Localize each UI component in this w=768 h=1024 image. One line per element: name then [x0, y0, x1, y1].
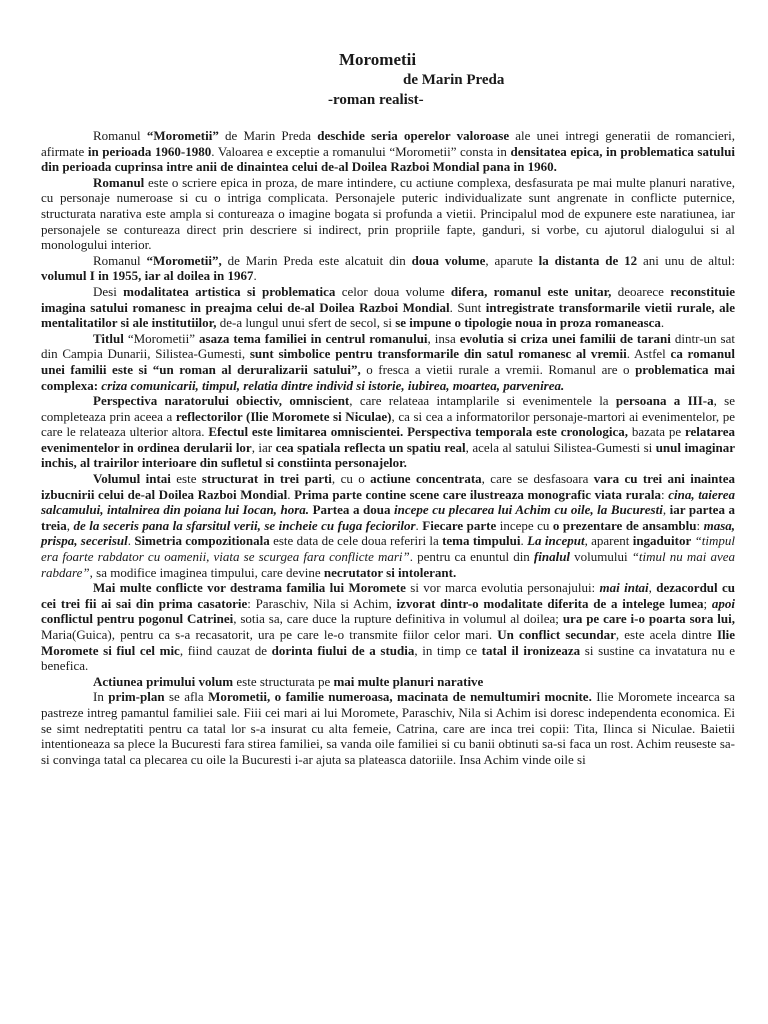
paragraph-foreground: In prim-plan se afla Morometii, o familie numeroasa, macinata de nemultumiri mocnite. Ilie Moromete incearca sa pastreze intreg pamantul familiei sale. Fiii cei mari ai lui Moromete, Paraschiv, Nila si Achim isi doresc independenta economica. Ei se simt nedreptatiti pentru ca tatal lor s-a insurat cu alta femeie, Catrina, care are inca trei copii: Tita, Ilinca si Niculae. Baietii intentioneaza sa plece la Bucuresti fara stirea familiei, sa vanda oile familiei si cu banii obtinuti sa-si faca un rost. Achim reuseste sa-si convinga tatal ca plecarea cu oile la Bucuresti i-ar ajuta sa plateasca datoriile. Insa Achim vinde oile si [41, 689, 735, 767]
document-body [41, 128, 735, 767]
paragraph-action-heading: Actiunea primului volum este structurata pe mai multe planuri narative [93, 673, 484, 689]
paragraph-perspective: Perspectiva naratorului obiectiv, omniscient, care relateaa intamplarile si evenimentele la persoana a III-a, se completeaza prin aceea a reflectorilor (Ilie Moromete si Niculae), ca si cea a informatorilor personaje-martori ai evenimentelor, pe care le relateaza ulterior altora. Efectul este limitarea omniscientei. Perspectiva temporala este cronologica, bazata pe relatarea evenimentelor in ordinea derularii lor, iar cea spatiala reflecta un spatiu real, acela al satului Silistea-Gumesti si unul imaginar inchis, al trairilor interioare din sufletul si constiinta personajelor. [41, 393, 735, 471]
document-author: de Marin Preda [403, 72, 505, 88]
paragraph-definition: Romanul este o scriere epica in proza, de mare intindere, cu actiune complexa, desfasurata pe mai multe planuri narative, cu personaje numeroase si cu o intriga complicata. Personajele puteric individualizate sunt angrenate in conflicte puternice, structurata narativa este ampla si contureaza o imagine bogata si profunda a vietii. Principalul mod de expunere este naratiunea, iar personajele se contureaza direct prin descriere si indirect, prin propriile fapte, ganduri, si vorbe, cu ajutorul dialogului si al monologului interior. [41, 174, 735, 253]
paragraph-unity: Desi modalitatea artistica si problematica celor doua volume difera, romanul este unitar, deoarece reconstituie imagina satului romanesc in preajma celui de-al Doilea Razboi Mondial. Sunt intregistrate transformarile vietii rurale, ale mentalitatilor si ale institutiilor, de-a lungul unui sfert de secol, si se impune o tipologie noua in proza romaneasca. [41, 283, 735, 331]
document-genre: -roman realist- [328, 92, 424, 108]
paragraph-volume-one: Volumul intai este structurat in trei parti, cu o actiune concentrata, care se desfasoara vara cu trei ani inaintea izbucnirii celui de-al Doilea Razboi Mondial. Prima parte contine scene care ilustreaza monografic viata rurala: cina, taierea salcamului, intalnirea din poiana lui Iocan, hora. Partea a doua incepe cu plecarea lui Achim cu oile, la Bucuresti, iar partea a treia, de la seceris pana la sfarsitul verii, se incheie cu fuga feciorilor. Fiecare parte incepe cu o prezentare de ansamblu: masa, prispa, secerisul. Simetria compozitionala este data de cele doua referiri la tema timpului. La inceput, aparent ingaduitor “timpul era foarte rabdator cu oamenii, viata se scurgea fara conflicte mari”. pentru ca enuntul din finalul volumului “timul nu mai avea rabdare”, sa modifice imaginea timpului, care devine necrutator si intolerant. [41, 471, 736, 580]
document-title: Morometii [339, 50, 417, 69]
paragraph-volumes: Romanul “Morometii”, de Marin Preda este alcatuit din doua volume, aparute la distanta de 12 ani unu de altul: volumul I in 1955, iar al doilea in 1967. [41, 252, 735, 284]
paragraph-conflicts: Mai multe conflicte vor destrama familia lui Moromete si vor marca evolutia personajului: mai intai, dezacordul cu cei trei fii ai sai din prima casatorie: Paraschiv, Nila si Achim, izvorat dintr-o modalitate diferita de a intelege lumea; apoi conflictul pentru pogonul Catrinei, sotia sa, care duce la rupture definitiva in volumul al doilea; ura pe care i-o poarta sora lui, Maria(Guica), pentru ca s-a recasatorit, ura pe care le-o transmite fiilor celor mari. Un conflict secundar, este acela dintre Ilie Moromete si fiul cel mic, fiind cauzat de dorinta fiului de a studia, in timp ce tatal il ironizeaza si sustine ca invatatura nu e benefica. [41, 580, 735, 674]
paragraph-title: Titlul “Morometii” asaza tema familiei in centrul romanului, insa evolutia si criza unei familii de tarani dintr-un sat din Campia Dunarii, Silistea-Gumesti, sunt simbolice pentru transformarile din satul romanesc al vremii. Astfel ca romanul unei familii este si “un roman al deruralizarii satului”, o fresca a vietii rurale a vremii. Romanul are o problematica mai complexa: criza comunicarii, timpul, relatia dintre individ si istorie, iubirea, moartea, parvenirea. [41, 330, 735, 393]
paragraph-intro: Romanul “Morometii” de Marin Preda deschide seria operelor valoroase ale unei intregi generatii de romancieri, afirmate in perioada 1960-1980. Valoarea e exceptie a romanului “Morometii” consta in densitatea epica, in problematica satului din perioada cuprinsa intre anii de dinaintea celui de-al Doilea Razboi Mondial pana in 1960. [41, 128, 735, 175]
